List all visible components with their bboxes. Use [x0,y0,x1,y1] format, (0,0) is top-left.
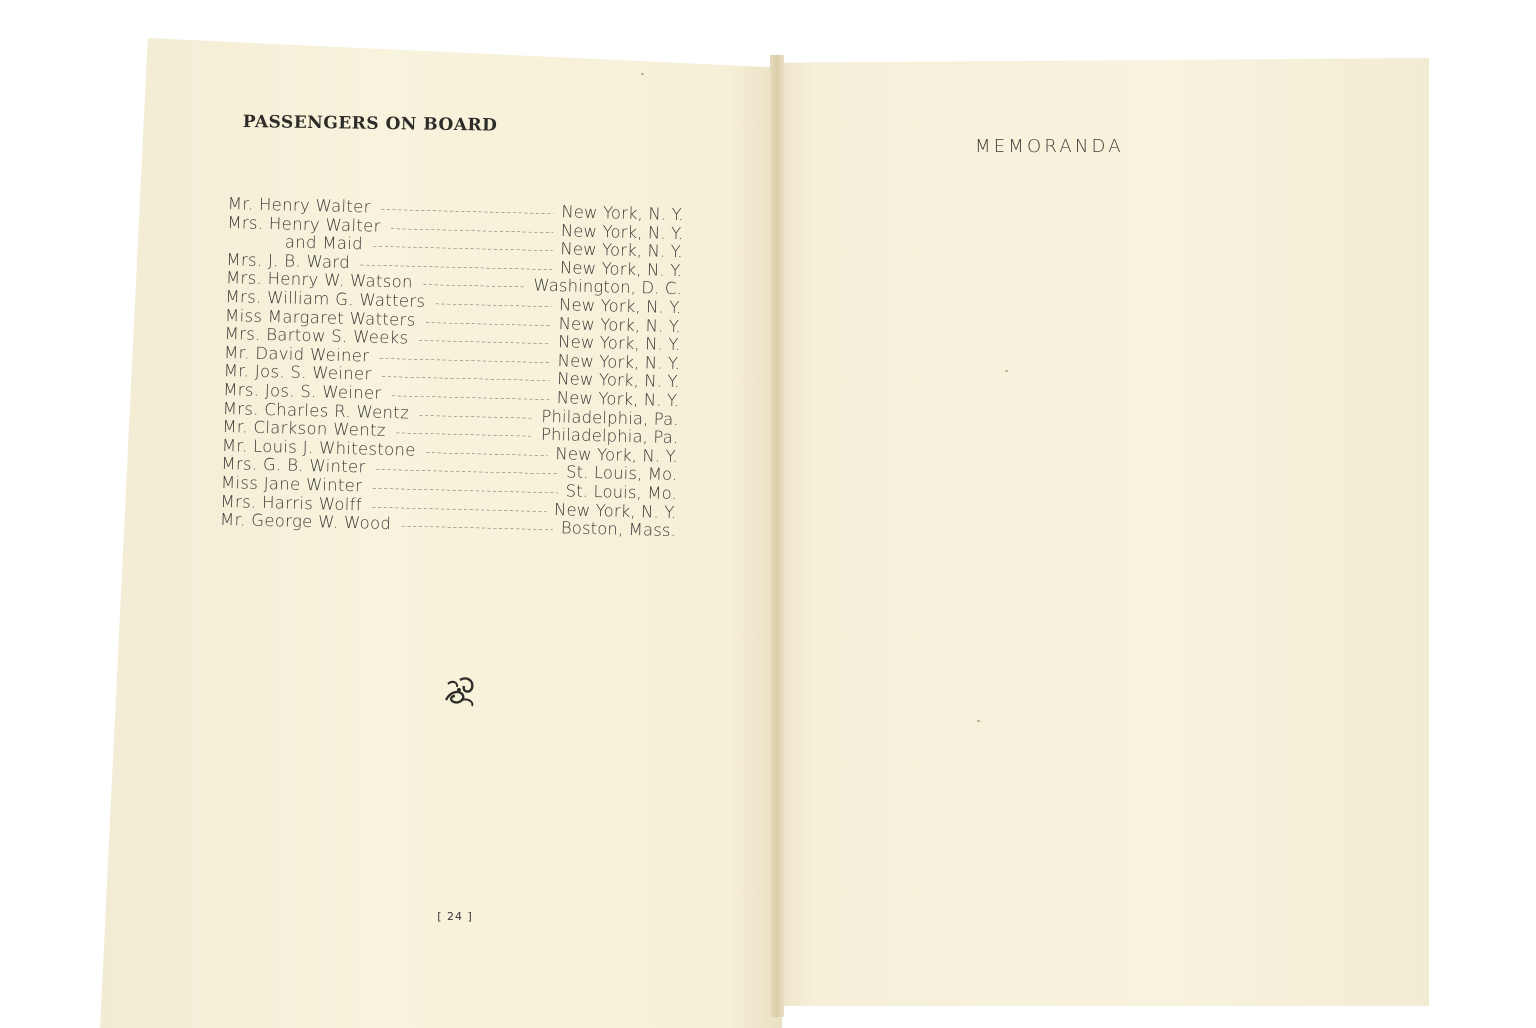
passenger-name: Mrs. G. B. Winter [221,454,366,477]
passenger-name: Miss Jane Winter [220,472,363,496]
passenger-hometown: New York, N. Y. [560,220,684,243]
memoranda-heading: MEMORANDA [975,136,1124,157]
passenger-hometown: St. Louis, Mo. [565,462,678,485]
passenger-name: Mr. George W. Wood [219,509,392,534]
passenger-hometown: New York, N. Y. [556,388,680,411]
passenger-hometown: New York, N. Y. [560,239,683,262]
leader-dashes [401,516,553,538]
passenger-hometown: New York, N. Y. [557,332,681,355]
leader-dashes [395,423,533,445]
passenger-name: Mrs. Charles R. Wentz [222,398,410,423]
passenger-hometown: New York, N. Y. [555,443,678,466]
passenger-name: Mrs. Henry W. Watson [225,268,413,292]
paper-speck [977,720,980,722]
booklet-spine [770,55,784,1017]
passenger-name: Mrs. J. B. Ward [226,249,351,272]
leader-dashes [391,386,549,408]
passenger-hometown: New York, N. Y. [553,499,677,522]
passenger-hometown: Philadelphia, Pa. [540,424,679,448]
passenger-hometown: New York, N. Y. [558,313,682,336]
passenger-name: Miss Margaret Watters [224,305,416,330]
paper-speck [641,73,644,75]
paper-speck [1005,370,1008,372]
fleuron-ornament-icon [440,670,480,710]
passenger-hometown: St. Louis, Mo. [565,481,678,503]
passenger-list [220,195,684,541]
passenger-name: Mr. Jos. S. Weiner [223,361,372,384]
page-number: [ 24 ] [437,910,473,923]
right-page [775,58,1429,1006]
passenger-name: Mr. Louis J. Whitestone [221,435,416,460]
passenger-hometown: New York, N. Y. [557,350,681,373]
passenger-hometown: Boston, Mass. [560,518,677,541]
passenger-name: and Maid [284,232,364,254]
passenger-name: Mrs. Jos. S. Weiner [223,379,382,403]
passenger-name: Mrs. Henry Walter [227,212,381,236]
passenger-name: Mrs. William G. Watters [225,286,426,311]
passenger-hometown: New York, N. Y. [558,295,682,318]
passengers-heading: PASSENGERS ON BOARD [242,112,498,136]
passenger-name: Mrs. Bartow S. Weeks [224,324,409,348]
passenger-hometown: New York, N. Y. [561,202,684,225]
passenger-name: Mr. David Weiner [223,342,370,366]
passenger-hometown: Washington, D. C. [533,275,683,299]
passenger-name: Mr. Henry Walter [227,194,371,217]
leader-dashes [422,275,525,296]
passenger-hometown: New York, N. Y. [557,369,680,392]
passenger-name: Mr. Clarkson Wentz [222,417,386,441]
passenger-hometown: Philadelphia, Pa. [541,406,679,429]
passenger-name: Mrs. Harris Wolff [220,491,363,514]
passenger-hometown: New York, N. Y. [559,257,683,280]
